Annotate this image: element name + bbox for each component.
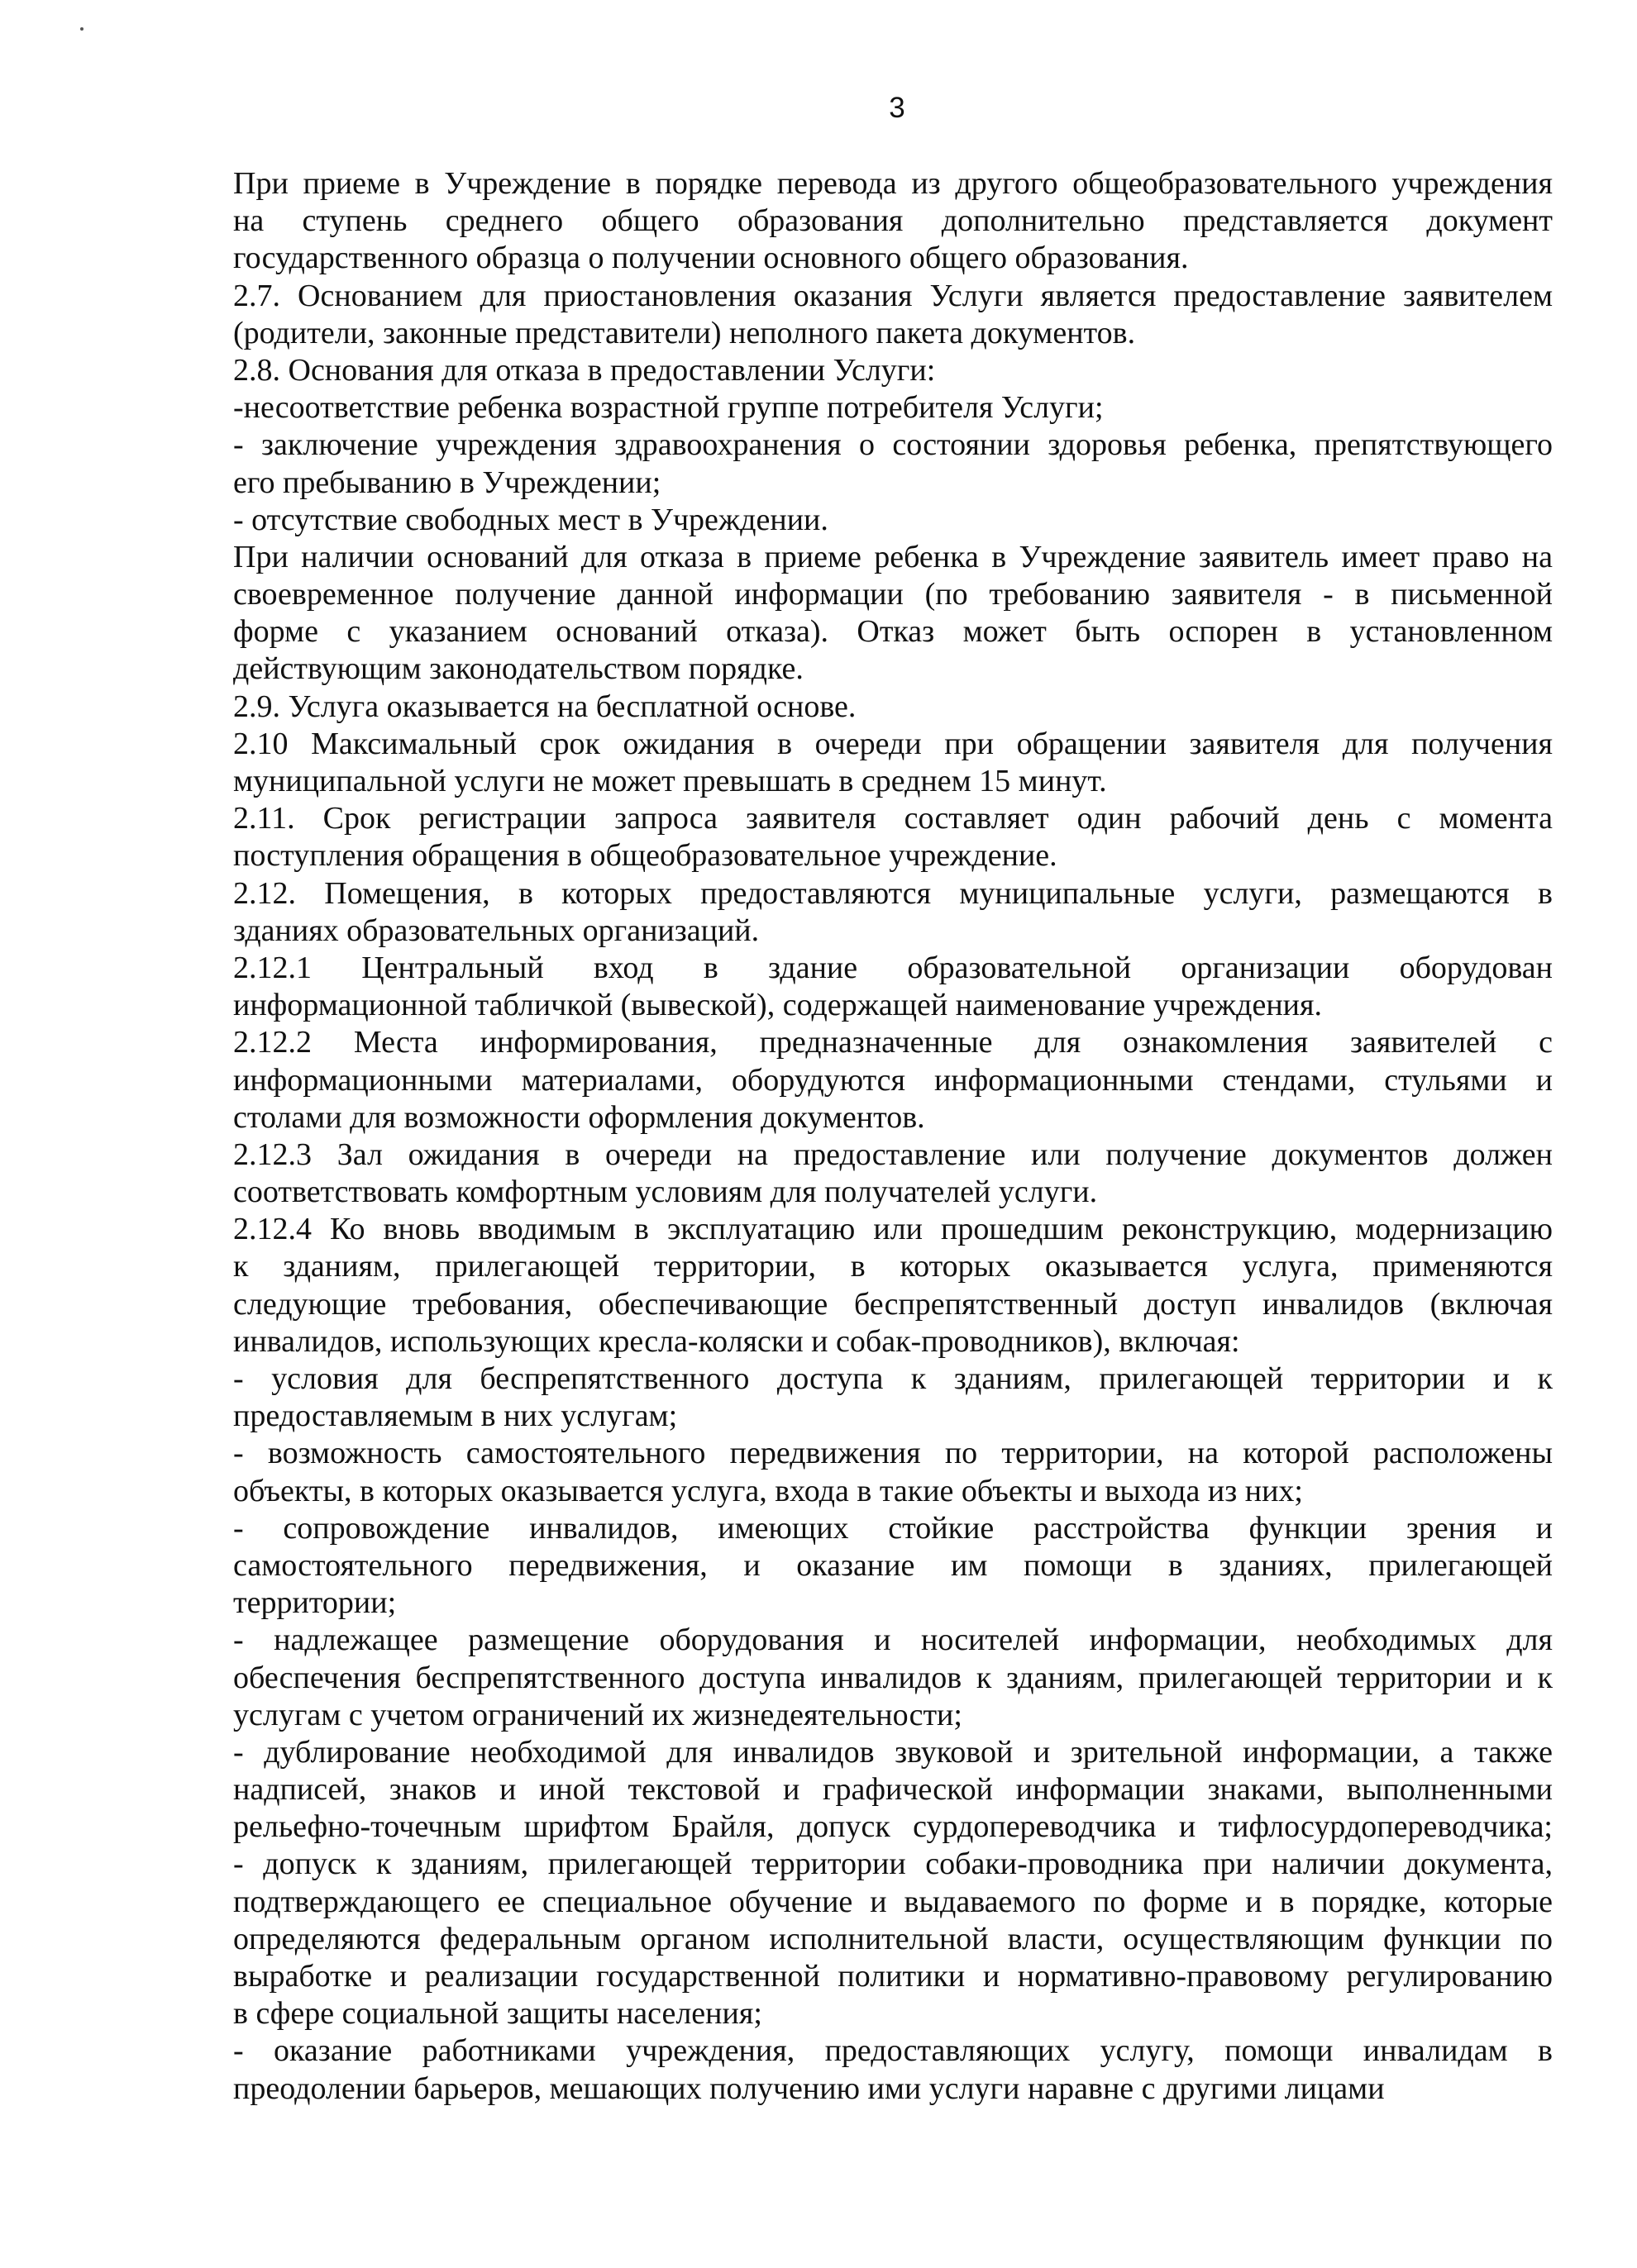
text-line: 2.9. Услуга оказывается на бесплатной основе.: [233, 688, 857, 724]
text-line: - надлежащее размещение оборудования и носителей информации, необходимых для: [233, 1622, 1553, 1658]
scan-speck: [80, 27, 84, 31]
text-line: в сфере социальной защиты населения;: [233, 1996, 762, 2032]
text-line: 2.8. Основания для отказа в предоставлении Услуги:: [233, 352, 936, 388]
text-line: 2.12.3 Зал ожидания в очереди на предоставление или получение документов должен: [233, 1136, 1553, 1172]
text-line: его пребыванию в Учреждении;: [233, 465, 661, 500]
text-line: - оказание работниками учреждения, предоставляющих услугу, помощи инвалидам в: [233, 2033, 1553, 2069]
text-line: 2.12. Помещения, в которых предоставляются муниципальные услуги, размещаются в: [233, 875, 1553, 911]
text-line: форме с указанием оснований отказа). Отказ может быть оспорен в установленном: [233, 614, 1553, 650]
text-line: - допуск к зданиям, прилегающей территории собаки-проводника при наличии документа,: [233, 1846, 1553, 1882]
text-line: следующие требования, обеспечивающие беспрепятственный доступ инвалидов (включая: [233, 1286, 1553, 1322]
document-body: [233, 165, 1553, 2108]
text-line: информационными материалами, оборудуются информационными стендами, стульями и: [233, 1062, 1553, 1098]
text-line: соответствовать комфортным условиям для получателей услуги.: [233, 1174, 1098, 1210]
text-line: - дублирование необходимой для инвалидов звуковой и зрительной информации, а также: [233, 1734, 1553, 1770]
text-line: 2.12.4 Ко вновь вводимым в эксплуатацию или прошедшим реконструкцию, модернизацию: [233, 1212, 1553, 1247]
text-line: своевременное получение данной информации (по требованию заявителя - в письменной: [233, 577, 1553, 612]
text-line: - сопровождение инвалидов, имеющих стойкие расстройства функции зрения и: [233, 1510, 1553, 1546]
text-line: 2.7. Основанием для приостановления оказания Услуги является предоставление заявителем: [233, 278, 1553, 313]
text-line: инвалидов, использующих кресла-коляски и собак-проводников), включая:: [233, 1323, 1240, 1359]
page-number: 3: [889, 92, 905, 124]
text-line: выработке и реализации государственной политики и нормативно-правовому регулированию: [233, 1959, 1553, 1994]
text-line: на ступень среднего общего образования дополнительно представляется документ: [233, 203, 1553, 239]
text-line: зданиях образовательных организаций.: [233, 912, 760, 948]
text-line: обеспечения беспрепятственного доступа инвалидов к зданиям, прилегающей территории и к: [233, 1660, 1553, 1695]
text-line: услугам с учетом ограничений их жизнедеятельности;: [233, 1697, 962, 1732]
text-line: территории;: [233, 1585, 397, 1621]
text-line: - условия для беспрепятственного доступа к зданиям, прилегающей территории и к: [233, 1361, 1553, 1396]
text-line: государственного образца о получении основного общего образования.: [233, 241, 1189, 276]
text-line: надписей, знаков и иной текстовой и графической информации знаками, выполненными: [233, 1772, 1553, 1808]
text-line: 2.11. Срок регистрации запроса заявителя составляет один рабочий день с момента: [233, 801, 1553, 836]
text-line: объекты, в которых оказывается услуга, входа в такие объекты и выхода из них;: [233, 1473, 1303, 1508]
text-line: 2.12.1 Центральный вход в здание образовательной организации оборудован: [233, 950, 1553, 985]
text-line: - возможность самостоятельного передвижения по территории, на которой расположены: [233, 1436, 1553, 1471]
text-line: -несоответствие ребенка возрастной группе потребителя Услуги;: [233, 390, 1104, 426]
text-line: информационной табличкой (вывеской), содержащей наименование учреждения.: [233, 988, 1322, 1023]
text-line: преодолении барьеров, мешающих получению ими услуги наравне с другими лицами: [233, 2070, 1385, 2106]
text-line: предоставляемым в них услугам;: [233, 1398, 678, 1434]
text-line: поступления обращения в общеобразовательное учреждение.: [233, 838, 1057, 874]
text-line: (родители, законные представители) неполного пакета документов.: [233, 315, 1136, 350]
text-line: 2.10 Максимальный срок ожидания в очереди при обращении заявителя для получения: [233, 726, 1553, 761]
text-line: столами для возможности оформления документов.: [233, 1099, 925, 1135]
text-line: - заключение учреждения здравоохранения о состоянии здоровья ребенка, препятствующего: [233, 427, 1553, 463]
text-line: действующим законодательством порядке.: [233, 651, 804, 687]
text-line: 2.12.2 Места информирования, предназначенные для ознакомления заявителей с: [233, 1025, 1553, 1060]
text-line: рельефно-точечным шрифтом Брайля, допуск сурдопереводчика и тифлосурдопереводчика;: [233, 1809, 1553, 1845]
text-line: При приеме в Учреждение в порядке перевода из другого общеобразовательного учреждения: [233, 166, 1553, 201]
text-line: определяются федеральным органом исполнительной власти, осуществляющим функции по: [233, 1921, 1553, 1956]
text-line: муниципальной услуги не может превышать в среднем 15 минут.: [233, 764, 1107, 798]
text-line: самостоятельного передвижения, и оказание им помощи в зданиях, прилегающей: [233, 1547, 1553, 1583]
text-line: - отсутствие свободных мест в Учреждении.: [233, 502, 828, 537]
text-line: При наличии оснований для отказа в приеме ребенка в Учреждение заявитель имеет право на: [233, 539, 1553, 574]
text-line: подтверждающего ее специальное обучение и выдаваемого по форме и в порядке, которые: [233, 1884, 1553, 1919]
text-line: к зданиям, прилегающей территории, в которых оказывается услуга, применяются: [233, 1249, 1553, 1284]
